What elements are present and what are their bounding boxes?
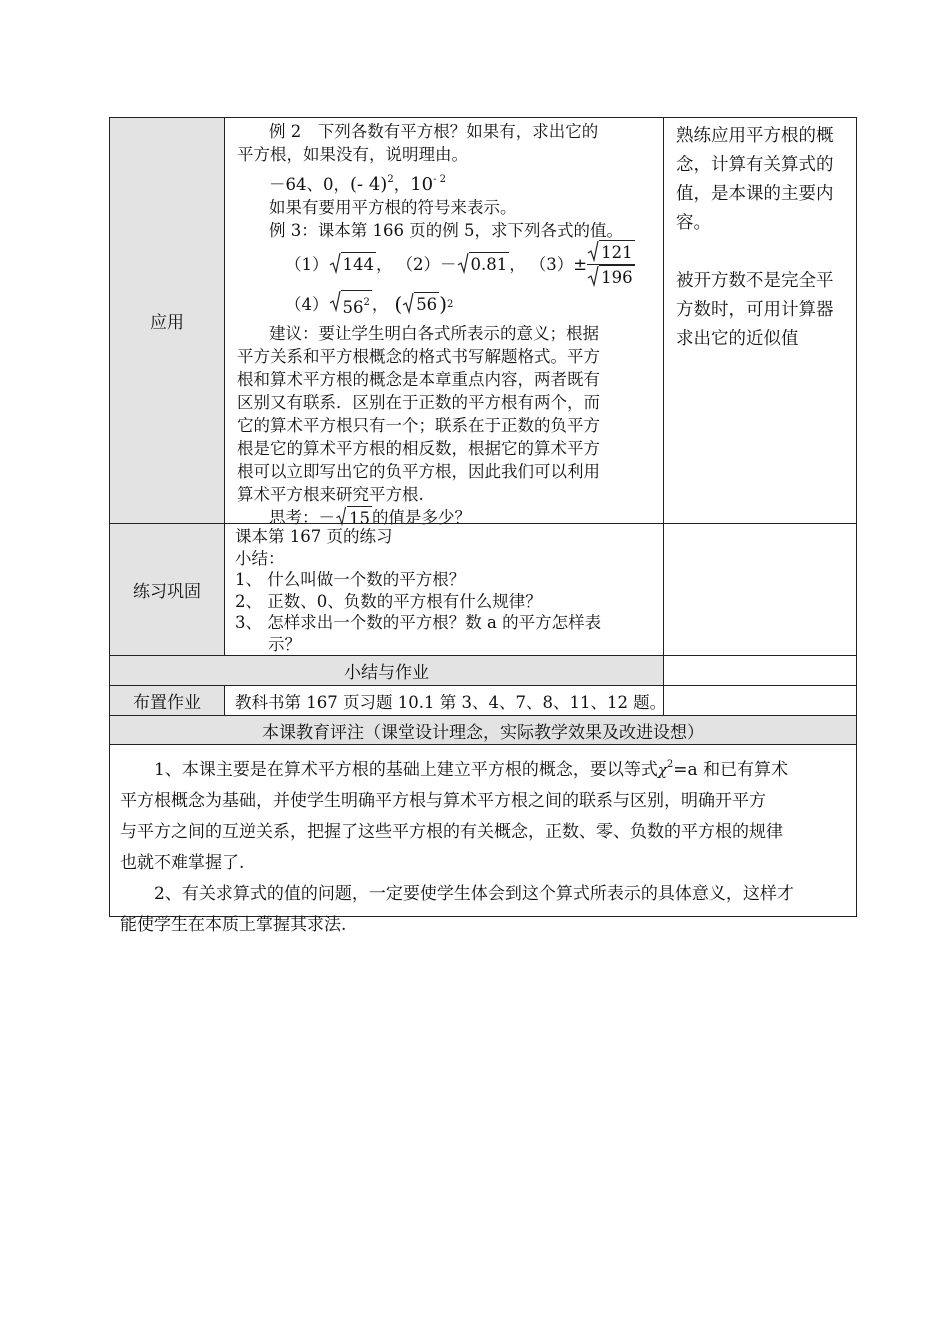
radical-sign-icon bbox=[587, 265, 599, 287]
item3-fraction bbox=[587, 240, 635, 289]
item5-sqrt bbox=[402, 292, 439, 316]
review-p1-equation: =a 和已有算术 bbox=[673, 760, 789, 780]
summary-header-cell bbox=[109, 655, 664, 686]
review-p1-first-line bbox=[120, 749, 848, 786]
note-line: 方数时，可用计算器 bbox=[676, 300, 834, 320]
example2-paren: (- 4) bbox=[350, 174, 388, 195]
think-prefix: 思考：－ bbox=[269, 508, 335, 527]
example2-comma: ， bbox=[393, 175, 411, 194]
review-p2-line2: 能使学生在本质上掌握其求法. bbox=[120, 915, 347, 935]
advice-line: 算术平方根来研究平方根. bbox=[237, 485, 424, 504]
practice-line: 小结： bbox=[235, 548, 285, 568]
note-line bbox=[676, 238, 848, 267]
think-radicand: 15 bbox=[347, 506, 372, 530]
summary-header-row bbox=[109, 655, 857, 686]
advice-line: 根是它的算术平方根的相反数，根据它的算术平方 bbox=[237, 439, 600, 458]
advice-line: 建议：要让学生明白各式所表示的意义；根据 bbox=[269, 324, 599, 343]
apply-label-cell bbox=[109, 117, 225, 524]
practice-line: 示？ bbox=[235, 634, 301, 654]
item4-radicand: 56 bbox=[342, 297, 364, 317]
homework-empty-cell bbox=[663, 685, 857, 716]
apply-label: 应用 bbox=[150, 313, 184, 333]
item5-close-paren: ) bbox=[439, 291, 447, 316]
item3-denominator: 196 bbox=[599, 265, 635, 289]
item2-sqrt bbox=[457, 252, 510, 276]
apply-row bbox=[109, 117, 857, 528]
practice-row bbox=[109, 523, 857, 656]
example2-line4: 如果有要用平方根的符号来表示。 bbox=[269, 198, 517, 217]
homework-label: 布置作业 bbox=[133, 693, 201, 713]
note-line: 熟练应用平方根的概 bbox=[676, 126, 834, 146]
radical-sign-icon bbox=[457, 252, 469, 274]
note-line: 求出它的近似值 bbox=[676, 329, 799, 349]
item-separator: ， bbox=[376, 254, 393, 274]
think-suffix: 的值是多少？ bbox=[372, 508, 471, 527]
item-separator: ， bbox=[371, 294, 389, 314]
item1-sqrt bbox=[329, 252, 377, 276]
practice-line: 3、 怎样求出一个数的平方根？数 a 的平方怎样表 bbox=[235, 613, 602, 632]
example3-items-row1 bbox=[237, 242, 657, 286]
review-header: 本课教育评注（课堂设计理念，实际教学效果及改进设想） bbox=[262, 722, 704, 743]
item-separator: ， bbox=[509, 254, 526, 274]
practice-line: 1、 什么叫做一个数的平方根？ bbox=[235, 570, 466, 589]
apply-notes-cell bbox=[663, 117, 857, 524]
review-header-row bbox=[109, 715, 857, 745]
item1-radicand: 144 bbox=[341, 252, 377, 276]
review-p1-start: 1、本课主要是在算术平方根的基础上建立平方根的概念，要以等式 bbox=[154, 760, 658, 780]
item1-label: （1） bbox=[285, 254, 329, 274]
advice-line: 根和算术平方根的概念是本章重点内容，两者既有 bbox=[237, 370, 600, 389]
item5-open-paren: ( bbox=[394, 291, 403, 316]
example2-values bbox=[237, 168, 657, 196]
item4-exponent: 2 bbox=[363, 296, 370, 308]
radical-sign-icon bbox=[329, 252, 341, 274]
item3-denominator-sqrt bbox=[587, 265, 635, 289]
advice-line: 根可以立即写出它的负平方根，因此我们可以利用 bbox=[237, 462, 600, 481]
item4-sqrt bbox=[329, 290, 372, 319]
example2-values-text: －64、0， bbox=[269, 175, 350, 194]
note-line: 容。 bbox=[676, 213, 711, 233]
practice-label-cell bbox=[109, 523, 225, 656]
review-content-row bbox=[109, 744, 857, 935]
item5-radicand: 56 bbox=[414, 292, 439, 316]
item2-radicand: 0.81 bbox=[469, 252, 510, 276]
practice-notes-cell bbox=[663, 523, 857, 656]
note-line: 念，计算有关算式的 bbox=[676, 155, 834, 175]
example2-paren-exponent: 2 bbox=[387, 174, 394, 185]
summary-empty-cell bbox=[663, 655, 857, 686]
practice-line: 2、 正数、0、负数的平方根有什么规律？ bbox=[235, 591, 542, 611]
review-p2-line1: 2、有关求算式的值的问题，一定要使学生体会到这个算式所表示的具体意义，这样才 bbox=[154, 884, 794, 904]
item3-label: （3）± bbox=[529, 254, 588, 274]
advice-line: 平方关系和平方根概念的格式书写解题格式。平方 bbox=[237, 347, 600, 366]
example2-ten: 10 bbox=[410, 174, 434, 195]
item4-radicand-wrap bbox=[341, 290, 372, 319]
example2-line2: 平方根，如果没有，说明理由。 bbox=[237, 145, 468, 164]
note-line: 值，是本课的主要内 bbox=[676, 184, 834, 204]
practice-content-cell bbox=[224, 523, 664, 656]
advice-line: 区别又有联系．区别在于正数的平方根有两个，而 bbox=[237, 393, 600, 412]
review-p1-line: 平方根概念为基础，并使学生明确平方根与算术平方根之间的联系与区别，明确开平方 bbox=[120, 791, 766, 811]
apply-content-cell bbox=[224, 117, 664, 528]
item3-numerator-sqrt bbox=[587, 240, 635, 264]
item2-label: （2）－ bbox=[396, 254, 457, 274]
practice-label: 练习巩固 bbox=[133, 582, 201, 602]
review-p1-exponent: 2 bbox=[666, 759, 674, 770]
homework-text-cell bbox=[224, 685, 667, 716]
summary-header: 小结与作业 bbox=[344, 663, 429, 683]
radical-sign-icon bbox=[402, 292, 414, 314]
homework-label-cell bbox=[109, 685, 225, 716]
review-p1-variable: χ bbox=[657, 761, 667, 779]
review-content-cell bbox=[109, 744, 857, 935]
item3-numerator: 121 bbox=[599, 240, 635, 264]
example2-ten-exponent: - 2 bbox=[433, 174, 447, 185]
practice-line: 课本第 167 页的练习 bbox=[235, 527, 393, 546]
example2-line1: 例 2 下列各数有平方根？如果有，求出它的 bbox=[269, 122, 599, 141]
example3-line: 例 3：课本第 166 页的例 5，求下列各式的值。 bbox=[269, 221, 623, 240]
note-line: 被开方数不是完全平 bbox=[676, 271, 834, 291]
radical-sign-icon bbox=[587, 240, 599, 262]
example3-items-row2 bbox=[237, 286, 657, 322]
item4-label: （4） bbox=[285, 294, 329, 314]
review-p1-line: 与平方之间的互逆关系，把握了这些平方根的有关概念，正数、零、负数的平方根的规律 bbox=[120, 822, 783, 842]
item5-exponent: 2 bbox=[447, 298, 454, 310]
review-header-cell bbox=[109, 715, 857, 745]
homework-row bbox=[109, 685, 857, 716]
review-p1-line: 也就不难掌握了. bbox=[120, 853, 245, 873]
radical-sign-icon bbox=[329, 290, 341, 312]
advice-block bbox=[237, 322, 657, 506]
advice-line: 它的算术平方根只有一个；联系在于正数的负平方 bbox=[237, 416, 600, 435]
homework-text: 教科书第 167 页习题 10.1 第 3、4、7、8、11、12 题。 bbox=[235, 692, 667, 712]
